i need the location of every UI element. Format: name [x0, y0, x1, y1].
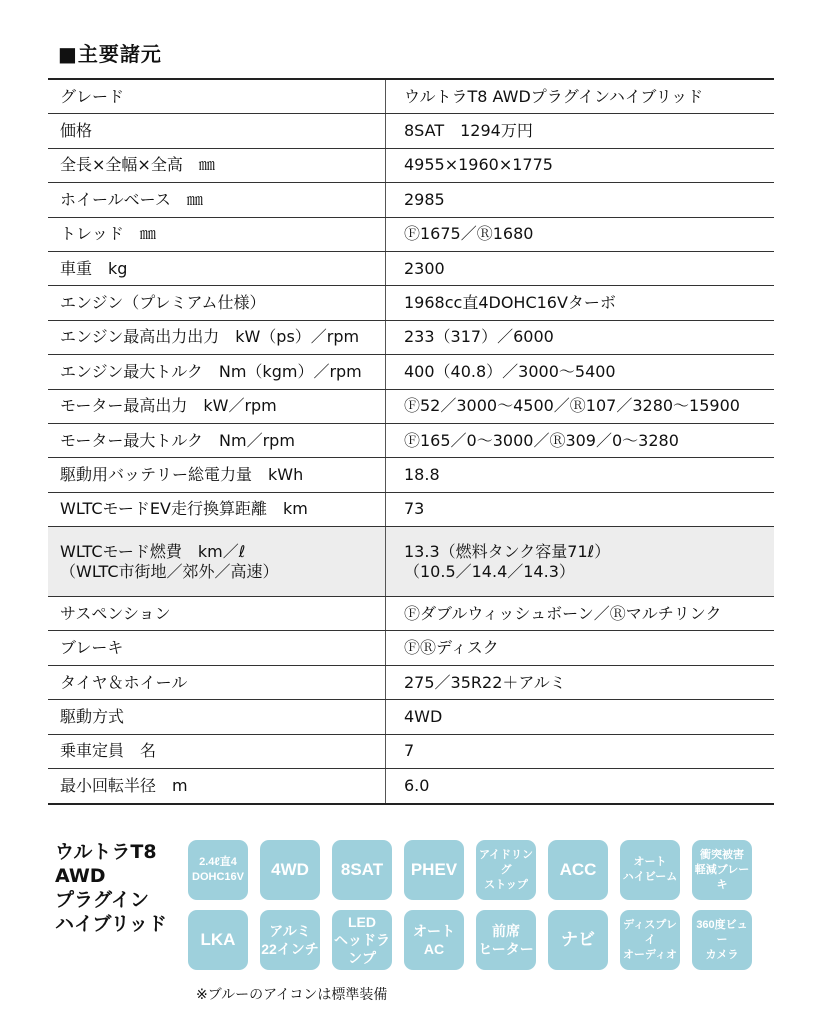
navi-badge-icon: ナビ — [548, 910, 608, 970]
icon-row — [188, 840, 758, 900]
spec-label: エンジン（プレミアム仕様） — [60, 293, 266, 313]
spec-label: モーター最大トルク Nm／rpm — [60, 430, 295, 450]
table-row — [48, 700, 774, 734]
spec-label: ブレーキ — [60, 638, 124, 658]
table-row — [48, 149, 774, 183]
spec-label: タイヤ＆ホイール — [60, 672, 188, 692]
table-row — [48, 769, 774, 803]
acc-badge-icon: ACC — [548, 840, 608, 900]
engine-badge-icon: 2.4ℓ直4 DOHC16V — [188, 840, 248, 900]
spec-label: エンジン最大トルク Nm（kgm）／rpm — [60, 361, 362, 381]
display-audio-badge-icon: ディスプレイ オーディオ — [620, 910, 680, 970]
table-row — [48, 631, 774, 665]
lka-badge-icon: LKA — [188, 910, 248, 970]
table-row-highlight — [48, 527, 774, 597]
table-row — [48, 355, 774, 389]
idling-stop-badge-icon: アイドリング ストップ — [476, 840, 536, 900]
spec-value: Ⓕ52／3000～4500／Ⓡ107／3280～15900 — [385, 390, 774, 423]
spec-label: 最小回転半径 m — [60, 776, 188, 796]
spec-value: Ⓕ1675／Ⓡ1680 — [385, 218, 774, 251]
table-row — [48, 286, 774, 320]
spec-label: 乗車定員 名 — [60, 741, 157, 761]
spec-label: WLTCモードEV走行換算距離 km — [60, 499, 308, 519]
spec-label: モーター最高出力 kW／rpm — [60, 396, 277, 416]
alloy-wheel-badge-icon: アルミ 22インチ — [260, 910, 320, 970]
spec-value: 4955×1960×1775 — [385, 149, 774, 182]
360-camera-badge-icon: 360度ビュー カメラ — [692, 910, 752, 970]
table-row — [48, 252, 774, 286]
model-name: ウルトラT8 AWD プラグイン ハイブリッド — [55, 841, 167, 935]
table-row — [48, 666, 774, 700]
table-row — [48, 424, 774, 458]
spec-label: 全長×全幅×全高 ㎜ — [60, 155, 215, 175]
section-title: ■主要諸元 — [58, 42, 162, 66]
8sat-badge-icon: 8SAT — [332, 840, 392, 900]
table-row — [48, 321, 774, 355]
spec-value: ⒻⓇディスク — [385, 631, 774, 664]
icon-row — [188, 910, 758, 970]
spec-value: 4WD — [385, 700, 774, 733]
table-row — [48, 735, 774, 769]
spec-value: 1968cc直4DOHC16Vターボ — [385, 286, 774, 319]
auto-ac-badge-icon: オート AC — [404, 910, 464, 970]
spec-label: エンジン最高出力出力 kW（ps）／rpm — [60, 327, 360, 347]
spec-value: 8SAT 1294万円 — [385, 114, 774, 147]
table-row — [48, 390, 774, 424]
spec-value: Ⓕダブルウィッシュボーン／Ⓡマルチリンク — [385, 597, 774, 630]
spec-value: 275／35R22＋アルミ — [385, 666, 774, 699]
spec-value: 7 — [385, 735, 774, 768]
4wd-badge-icon: 4WD — [260, 840, 320, 900]
spec-label: サスペンション — [60, 603, 171, 623]
spec-label: トレッド ㎜ — [60, 224, 156, 244]
spec-value: 2985 — [385, 183, 774, 216]
spec-value: Ⓕ165／0～3000／Ⓡ309／0～3280 — [385, 424, 774, 457]
spec-label: ホイールベース ㎜ — [60, 189, 203, 209]
spec-value: 233（317）／6000 — [385, 321, 774, 354]
spec-value: 6.0 — [385, 769, 774, 803]
phev-badge-icon: PHEV — [404, 840, 464, 900]
collision-brake-badge-icon: 衝突被害 軽減ブレーキ — [692, 840, 752, 900]
spec-value: ウルトラT8 AWDプラグインハイブリッド — [385, 80, 774, 113]
spec-label: WLTCモード燃費 km／ℓ （WLTC市街地／郊外／高速） — [60, 541, 279, 581]
spec-label: 駆動方式 — [60, 706, 125, 726]
spec-label: 価格 — [60, 121, 93, 141]
spec-value: 18.8 — [385, 458, 774, 491]
table-row — [48, 114, 774, 148]
spec-label: 車重 kg — [60, 258, 128, 278]
spec-value: 400（40.8）／3000～5400 — [385, 355, 774, 388]
table-row — [48, 493, 774, 527]
table-row — [48, 80, 774, 114]
spec-value: 73 — [385, 493, 774, 526]
table-row — [48, 183, 774, 217]
spec-table — [48, 78, 774, 805]
spec-value: 13.3（燃料タンク容量71ℓ） （10.5／14.4／14.3） — [385, 527, 774, 596]
table-row — [48, 597, 774, 631]
table-row — [48, 218, 774, 252]
auto-high-beam-badge-icon: オート ハイビーム — [620, 840, 680, 900]
footnote: ※ブルーのアイコンは標準装備 — [196, 987, 388, 1003]
equipment-icons — [188, 840, 758, 980]
table-row — [48, 458, 774, 492]
spec-value: 2300 — [385, 252, 774, 285]
seat-heater-badge-icon: 前席 ヒーター — [476, 910, 536, 970]
led-headlamp-badge-icon: LED ヘッドランプ — [332, 910, 392, 970]
spec-label: 駆動用バッテリー総電力量 kWh — [60, 464, 304, 484]
spec-label: グレード — [60, 86, 125, 106]
